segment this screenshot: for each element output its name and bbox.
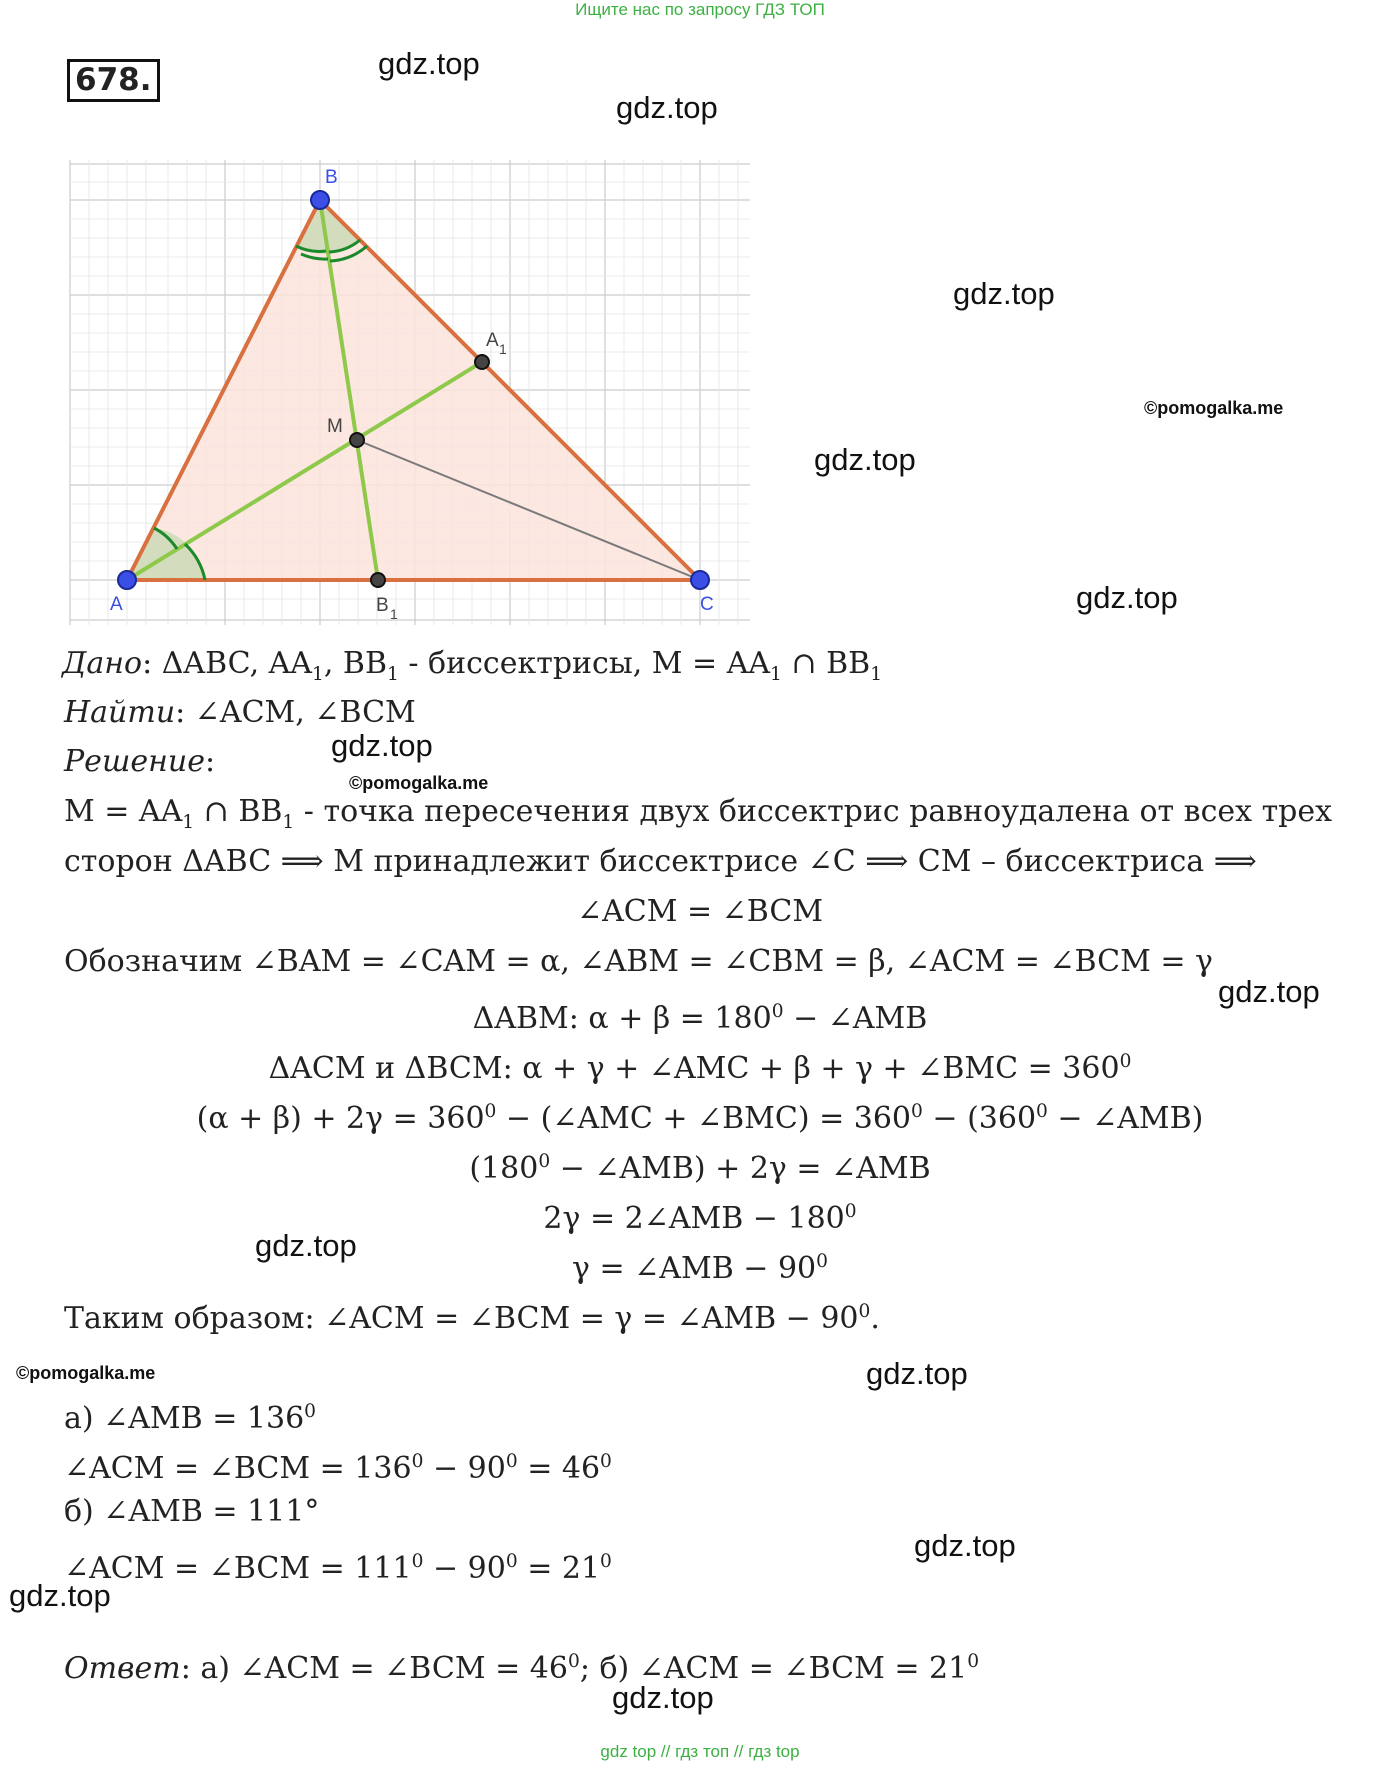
find-label: Найти <box>64 695 176 730</box>
watermark-gdz: gdz.top <box>1076 580 1178 615</box>
find-line <box>64 691 416 735</box>
given-label: Дано <box>62 646 143 681</box>
point-a1 <box>475 355 489 369</box>
answer-label: Ответ <box>64 1651 181 1686</box>
label-b: B <box>325 167 338 188</box>
solution-line-1: $M = AA_1$ ∩ $BB_1$ - точка пересечения двух биссектрис равноудалена от всех трех <box>64 794 1333 833</box>
solution-conclusion: Таким образом: ∠ACM = ∠BCM = γ = ∠AMB − $90^0$. <box>64 1301 880 1336</box>
watermark-gdz: gdz.top <box>914 1528 1016 1563</box>
point-b1 <box>371 573 385 587</box>
label-c: C <box>700 594 714 615</box>
watermark-gdz: gdz.top <box>612 1680 714 1715</box>
watermark-gdz: gdz.top <box>378 46 480 81</box>
case-b-line-2: ∠ACM = ∠BCM = $111^0 - 90^0 = 21^0$ <box>64 1551 612 1586</box>
subscript: 1 <box>387 664 399 685</box>
watermark-gdz: gdz.top <box>255 1228 357 1263</box>
label-m: M <box>327 416 343 437</box>
label-b1-sub: 1 <box>390 606 398 622</box>
label-a: A <box>110 594 123 615</box>
watermark-gdz: gdz.top <box>9 1578 111 1613</box>
given-text: : ΔABC, AA <box>142 646 312 681</box>
given-text: , BB <box>323 646 387 681</box>
triangle-figure <box>60 150 760 630</box>
given-text: - биссектрисы, M = AA <box>398 646 771 681</box>
find-text: : ∠ACM, ∠BCM <box>175 695 416 730</box>
watermark-pomogalka: ©pomogalka.me <box>349 773 489 793</box>
solution-line-9: 2γ = 2∠AMB − $180^0$ <box>543 1201 857 1236</box>
bottom-banner: gdz top // гдз топ // гдз top <box>600 1742 800 1761</box>
case-b-line-1: б) ∠AMB = 111° <box>64 1494 320 1529</box>
point-c <box>691 571 709 589</box>
watermark-gdz: gdz.top <box>1218 974 1320 1009</box>
solution-line-6: ΔACM и ΔBCM: α + γ + ∠AMC + β + γ + ∠BMC = $360^0$ <box>268 1051 1132 1086</box>
top-banner: Ищите нас по запросу ГДЗ ТОП <box>575 0 825 19</box>
solution-line-2: сторон ΔABC ⟹ M принадлежит биссектрисе ∠C ⟹ CM – биссектриса ⟹ <box>64 844 1257 879</box>
solution-label: Решение <box>64 744 205 779</box>
solution-line-5: ΔABM: $\alpha + \beta = 180^0$ − ∠AMB <box>472 1001 928 1036</box>
watermark-pomogalka: ©pomogalka.me <box>1144 398 1284 418</box>
case-a-line-2: ∠ACM = ∠BCM = $136^0 - 90^0 = 46^0$ <box>64 1451 612 1486</box>
point-a <box>118 571 136 589</box>
subscript: 1 <box>311 664 324 685</box>
solution-line-4: Обозначим ∠BAM = ∠CAM = α, ∠ABM = ∠CBM = β, ∠ACM = ∠BCM = γ <box>64 944 1213 979</box>
label-a1: A <box>486 330 499 351</box>
subscript: 1 <box>770 664 782 685</box>
watermark-gdz: gdz.top <box>953 276 1055 311</box>
solution-line-8: ($180^0$ − ∠AMB) + 2γ = ∠AMB <box>469 1151 931 1186</box>
subscript: 1 <box>870 664 883 685</box>
problem-number: 678. <box>67 59 160 102</box>
solution-heading <box>64 740 215 784</box>
case-a-line-1: а) ∠AMB = $136^0$ <box>64 1401 317 1436</box>
solution-line-7: $(\alpha + \beta) + 2\gamma = 360^0$ − (∠AMC + ∠BMC) = $360^0 - (360^0$ − ∠AMB) <box>196 1101 1204 1136</box>
solution-line-10: γ = ∠AMB − $90^0$ <box>572 1251 828 1286</box>
watermark-gdz: gdz.top <box>866 1356 968 1391</box>
watermark-gdz: gdz.top <box>331 728 433 763</box>
answer-line: Ответ: а) ∠ACM = ∠BCM = $46^0$; б) ∠ACM = ∠BCM = $21^0$ <box>64 1651 980 1686</box>
point-m <box>350 433 364 447</box>
label-a1-sub: 1 <box>499 341 507 357</box>
given-text: ∩ BB <box>781 646 871 681</box>
watermark-gdz: gdz.top <box>616 90 718 125</box>
solution-colon: : <box>204 744 216 779</box>
point-b <box>311 191 329 209</box>
watermark-gdz: gdz.top <box>814 442 916 477</box>
watermark-pomogalka: ©pomogalka.me <box>16 1363 156 1383</box>
solution-line-3: ∠ACM = ∠BCM <box>576 894 824 929</box>
given-line <box>62 642 882 697</box>
label-b1: B <box>376 595 389 616</box>
